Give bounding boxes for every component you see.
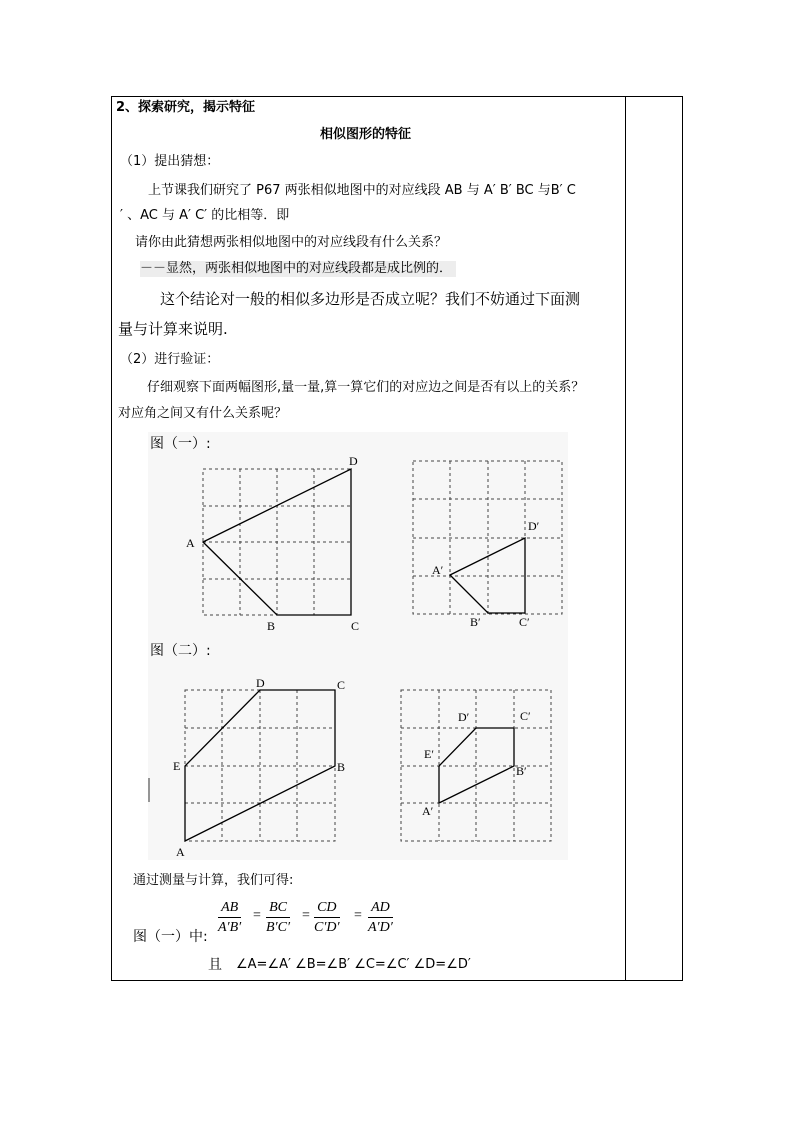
step1-heading: （1）提出猜想： [120, 154, 220, 169]
section-title: 2、探索研究，揭示特征 [116, 100, 256, 115]
fig2-right-label-a: A′ [422, 804, 434, 818]
fig1-left-label-c: C [351, 619, 360, 633]
fig2-left-label-c: C [337, 678, 346, 692]
fig1-left-label-b: B [267, 619, 276, 633]
fig2-left-label-d: D [256, 676, 265, 690]
fig2-left-label-b: B [337, 760, 346, 774]
step1-paragraph-line1: 上节课我们研究了 P67 两张相似地图中的对应线段 AB 与 A′ B′ BC 与B′ C [148, 183, 576, 198]
subtitle: 相似图形的特征 [320, 127, 412, 142]
fraction-cd-numerator: CD [314, 900, 340, 918]
conclusion-intro: 通过测量与计算，我们可得: [133, 873, 294, 888]
step2-line2: 对应角之间又有什么关系呢？ [118, 406, 288, 421]
general-question-line1: 这个结论对一般的相似多边形是否成立呢？我们不妨通过下面测 [160, 290, 581, 308]
equals-1: = [253, 908, 261, 923]
and-word: 且 [208, 957, 222, 973]
fig2-right-label-e: E′ [424, 747, 434, 761]
fig1-right-label-d: D′ [528, 519, 540, 533]
fig2-left-label-a: A [176, 845, 185, 859]
step2-line1: 仔细观察下面两幅图形,量一量,算一算它们的对应边之间是否有以上的关系？ [147, 380, 585, 395]
figure1-caption: 图（一）: [150, 436, 211, 452]
fig1-result-label: 图（一）中: [133, 929, 208, 945]
fraction-ad-denominator: A′D′ [368, 920, 393, 935]
fig2-right-label-b: B′ [516, 764, 527, 778]
fig1-right-label-a: A′ [432, 563, 444, 577]
fraction-bc-denominator: B′C′ [266, 920, 291, 935]
angle-equalities: ∠A=∠A′ ∠B=∠B′ ∠C=∠C′ ∠D=∠D′ [236, 957, 471, 972]
step2-heading: （2）进行验证： [120, 352, 220, 367]
equals-3: = [354, 908, 362, 923]
fig1-right-label-b: B′ [470, 615, 481, 629]
fig1-right-label-c: C′ [519, 615, 530, 629]
fig1-left-label-d: D [349, 454, 358, 468]
figures-area [148, 432, 568, 860]
figure-background [148, 432, 568, 860]
fraction-ab-denominator: A′B′ [218, 920, 242, 935]
fig2-left-label-e: E [173, 759, 181, 773]
table-column-divider [625, 96, 626, 981]
figure2-caption: 图（二）: [150, 643, 211, 659]
fraction-ab-numerator: AB [218, 900, 241, 918]
fraction-bc-numerator: BC [266, 900, 290, 918]
step1-question: 请你由此猜想两张相似地图中的对应线段有什么关系？ [135, 235, 448, 250]
fraction-ad-numerator: AD [368, 900, 393, 918]
step1-paragraph-line2: ′ 、AC 与 A′ C′ 的比相等．即 [120, 208, 290, 223]
fraction-bc [266, 900, 290, 936]
fraction-ad [368, 900, 393, 936]
fig2-right-label-d: D′ [458, 710, 470, 724]
fig2-right-label-c: C′ [520, 709, 531, 723]
fraction-cd-denominator: C′D′ [314, 920, 340, 935]
step1-answer: －－显然，两张相似地图中的对应线段都是成比例的． [140, 261, 456, 277]
fraction-cd [314, 900, 340, 936]
fraction-ab [218, 900, 241, 936]
fig1-left-label-a: A [186, 536, 195, 550]
general-question-line2: 量与计算来说明. [118, 320, 228, 338]
equals-2: = [302, 908, 310, 923]
